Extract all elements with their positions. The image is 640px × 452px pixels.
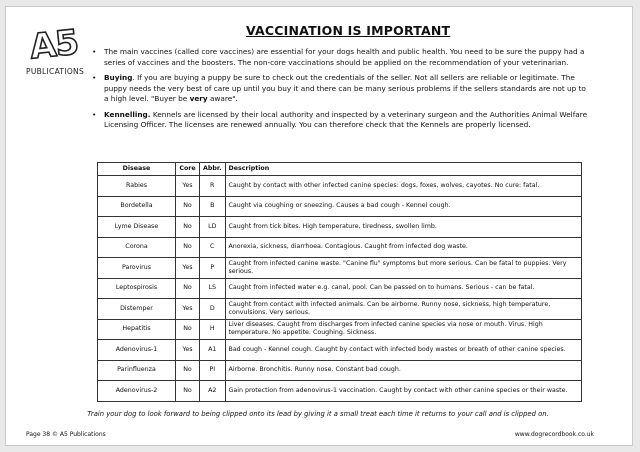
cell-disease: Leptospirosis (98, 278, 176, 299)
cell-core: No (176, 196, 200, 217)
cell-description: Caught from tick bites. High temperature, tiredness, swollen limb. (225, 217, 582, 238)
table-row (98, 217, 582, 238)
table-body (98, 176, 582, 402)
bullet-text: Kennels are licensed by their local authority and inspected by a veterinary surgeon and the Authorities Animal Welfare Licensing Officer. The licenses are renewed annually. You can therefore check that the Kennels are properly licensed. (104, 109, 588, 129)
header-abbr: Abbr. (200, 163, 226, 176)
cell-description: Gain protection from adenovirus-1 vaccination. Caught by contact with other canine species or their waste. (225, 381, 582, 402)
table-row (98, 299, 582, 320)
cell-disease: Distemper (98, 299, 176, 320)
cell-disease: Corona (98, 237, 176, 258)
cell-core: Yes (176, 176, 200, 197)
header-description: Description (225, 163, 582, 176)
bullet-dot-icon: • (92, 47, 97, 56)
cell-description: Caught via coughing or sneezing. Causes a bad cough - Kennel cough. (225, 196, 582, 217)
cell-description: Airborne. Bronchitis. Runny nose. Constant bad cough. (225, 360, 582, 381)
cell-description: Anorexia, sickness, diarrhoea. Contagious. Caught from infected dog waste. (225, 237, 582, 258)
cell-description: Liver diseases. Caught from discharges from infected canine species via nose or mouth. Virus. High temperature. No appetite. Coughing. Sickness. (225, 319, 582, 340)
cell-abbr: PI (200, 360, 226, 381)
bullet-dot-icon: • (92, 109, 97, 119)
table-row (98, 278, 582, 299)
bullet-heading: Kennelling. (104, 109, 151, 119)
cell-description: Caught from infected canine waste. "Canine flu" symptoms but more serious. Can be fatal to puppies. Very serious. (225, 258, 582, 279)
cell-core: No (176, 381, 200, 402)
cell-abbr: C (200, 237, 226, 258)
cell-disease: Adenovirus-2 (98, 381, 176, 402)
cell-description: Caught from contact with infected animals. Can be airborne. Runny nose, sickness, high temperature, convulsions. Very serious. (225, 299, 582, 320)
bullet-text-tail: aware". (207, 94, 238, 103)
table-row (98, 196, 582, 217)
bullet-buying (92, 73, 592, 105)
cell-abbr: R (200, 176, 226, 197)
cell-core: Yes (176, 299, 200, 320)
table-row (98, 237, 582, 258)
cell-abbr: B (200, 196, 226, 217)
table-row (98, 381, 582, 402)
page-title: VACCINATION IS IMPORTANT (246, 23, 451, 38)
bullet-text: The main vaccines (called core vaccines) are essential for your dogs health and public health. You need to be sure the puppy had a series of vaccines and the boosters. The non-core vaccinations should be applied on the recommendation of your veterinarian. (104, 47, 585, 67)
table-header-row (98, 163, 582, 176)
bullet-text: . If you are buying a puppy be sure to check out the credentials of the seller. Not all sellers are reliable or legitimate. The puppy needs the very best of care up until you buy it and there can be many serious problems if the sellers standards are not up to a high level. "Buyer be (104, 73, 586, 103)
header-disease: Disease (98, 163, 176, 176)
cell-abbr: A2 (200, 381, 226, 402)
bullet-kennelling (92, 110, 592, 131)
logo-mark: A5 (28, 22, 80, 68)
cell-disease: Rabies (98, 176, 176, 197)
bullet-core-vaccines (92, 47, 592, 68)
cell-abbr: A1 (200, 340, 226, 361)
bullet-dot-icon: • (92, 73, 97, 82)
bullet-heading: Buying (104, 73, 133, 82)
footer-page-number: Page 38 © A5 Publications (26, 431, 106, 438)
cell-abbr: P (200, 258, 226, 279)
cell-core: No (176, 278, 200, 299)
cell-abbr: LD (200, 217, 226, 238)
table-row (98, 360, 582, 381)
document-page (5, 6, 633, 446)
logo-subtitle: PUBLICATIONS (26, 67, 85, 76)
a5-publications-logo (26, 22, 85, 87)
cell-core: No (176, 360, 200, 381)
bullet-emphasis: very (189, 94, 208, 103)
cell-disease: Parovirus (98, 258, 176, 279)
table-row (98, 340, 582, 361)
bullet-list (92, 47, 592, 136)
cell-core: No (176, 217, 200, 238)
cell-description: Caught by contact with other infected canine species: dogs, foxes, wolves, cayotes. No cure: fatal. (225, 176, 582, 197)
table-row (98, 319, 582, 340)
cell-disease: Bordetella (98, 196, 176, 217)
caption: Train your dog to look forward to being clipped onto its lead by giving it a small treat each time it returns to your call and is clipped on. (87, 410, 549, 418)
cell-description: Caught from infected water e.g. canal, pool. Can be passed on to humans. Serious - can be fatal. (225, 278, 582, 299)
cell-core: No (176, 319, 200, 340)
footer-website: www.dogrecordbook.co.uk (514, 431, 594, 438)
vaccination-table (97, 162, 582, 402)
cell-core: Yes (176, 340, 200, 361)
table-row (98, 258, 582, 279)
cell-abbr: LS (200, 278, 226, 299)
header-core: Core (176, 163, 200, 176)
cell-description: Bad cough - Kennel cough. Caught by contact with infected body wastes or breath of other canine species. (225, 340, 582, 361)
cell-core: Yes (176, 258, 200, 279)
cell-disease: Parinfluenza (98, 360, 176, 381)
cell-disease: Lyme Disease (98, 217, 176, 238)
table-row (98, 176, 582, 197)
cell-abbr: D (200, 299, 226, 320)
cell-disease: Hepatitis (98, 319, 176, 340)
cell-core: No (176, 237, 200, 258)
cell-disease: Adenovirus-1 (98, 340, 176, 361)
cell-abbr: H (200, 319, 226, 340)
